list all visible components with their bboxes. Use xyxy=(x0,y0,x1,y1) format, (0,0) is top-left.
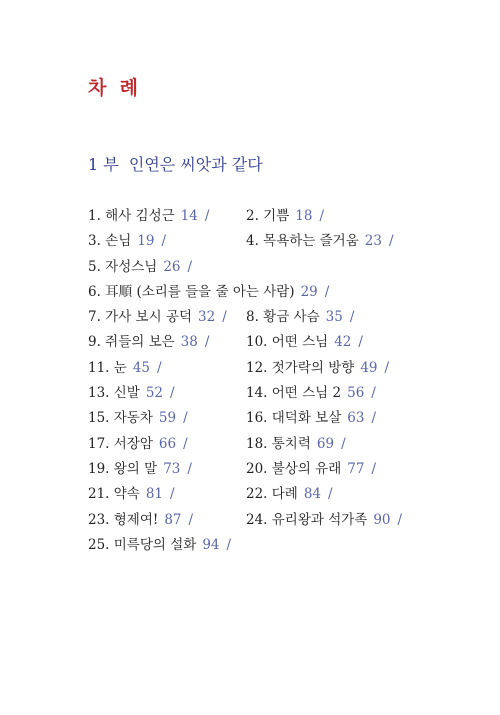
toc-entry[interactable] xyxy=(88,406,188,426)
toc-entry[interactable] xyxy=(246,305,354,325)
toc-entry-separator: / xyxy=(170,486,175,503)
toc-entry-page-number: 77 xyxy=(347,460,365,477)
toc-row xyxy=(88,229,468,254)
toc-row xyxy=(88,381,468,406)
toc-entry[interactable] xyxy=(88,432,188,452)
toc-entry[interactable] xyxy=(246,406,376,426)
toc-entry-separator: / xyxy=(183,435,188,452)
toc-entry-title: 13. 신발 xyxy=(88,385,140,402)
toc-entry-page-number: 14 xyxy=(180,208,198,224)
toc-entry-title: 12. 젓가락의 방향 xyxy=(246,359,355,376)
toc-entry-page-number: 26 xyxy=(163,258,181,275)
toc-entry-title: 17. 서장암 xyxy=(88,435,153,452)
toc-entry-separator: / xyxy=(204,208,210,224)
toc-row xyxy=(88,457,468,482)
toc-entry-separator: / xyxy=(319,208,325,224)
toc-entry-title: 7. 가사 보시 공덕 xyxy=(88,309,192,326)
toc-entry[interactable] xyxy=(246,432,346,452)
toc-entry[interactable] xyxy=(88,280,329,300)
toc-entry-title: 6. 耳順 (소리를 들을 줄 아는 사람) xyxy=(88,283,295,300)
toc-entry-page-number: 52 xyxy=(145,385,164,402)
toc-entry-title: 8. 황금 사슴 xyxy=(246,309,320,326)
toc-entry[interactable] xyxy=(246,204,324,224)
toc-entry-title: 23. 형제여! xyxy=(88,511,159,528)
toc-entry-page-number: 35 xyxy=(325,309,343,326)
toc-entry-title: 9. 쥐들의 보은 xyxy=(88,334,175,351)
toc-entry-separator: / xyxy=(341,435,346,452)
toc-entry-page-number: 94 xyxy=(202,536,220,553)
toc-entry-separator: / xyxy=(358,334,363,351)
toc-entry-page-number: 59 xyxy=(158,410,177,427)
toc-entry-page-number: 81 xyxy=(145,486,164,503)
toc-entry[interactable] xyxy=(88,482,175,502)
toc-entry-page-number: 32 xyxy=(198,309,216,326)
toc-entry-page-number: 56 xyxy=(347,385,365,402)
toc-entry[interactable] xyxy=(246,229,394,249)
toc-entry-page-number: 90 xyxy=(373,511,391,528)
toc-entry-separator: / xyxy=(388,233,394,250)
toc-entry-separator: / xyxy=(204,334,210,351)
toc-entry-page-number: 87 xyxy=(164,511,182,528)
toc-row xyxy=(88,508,468,533)
toc-entry[interactable] xyxy=(88,305,227,325)
toc-entry-page-number: 69 xyxy=(316,435,335,452)
toc-entry[interactable] xyxy=(88,508,193,528)
toc-entry-separator: / xyxy=(222,309,227,326)
toc-entry-title: 2. 기쁨 xyxy=(246,208,290,224)
toc-entry[interactable] xyxy=(88,229,166,249)
toc-entry[interactable] xyxy=(88,204,209,224)
toc-entry[interactable] xyxy=(246,457,376,477)
toc-entry-page-number: 84 xyxy=(303,486,322,503)
toc-entry-page-number: 38 xyxy=(180,334,198,351)
toc-entry-separator: / xyxy=(384,359,390,376)
toc-entry-separator: / xyxy=(371,460,377,477)
toc-entry-separator: / xyxy=(371,410,377,427)
part-title: 1 부 인연은 씨앗과 같다 xyxy=(88,155,263,174)
toc-entry-separator: / xyxy=(187,460,192,477)
toc-row xyxy=(88,482,468,507)
toc-entry-separator: / xyxy=(170,385,175,402)
toc-row xyxy=(88,204,468,229)
toc-entry[interactable] xyxy=(88,381,175,401)
toc-entry-page-number: 42 xyxy=(334,334,352,351)
toc-entry-page-number: 66 xyxy=(158,435,177,452)
toc-entry-separator: / xyxy=(349,309,355,326)
toc-entry-separator: / xyxy=(328,486,333,503)
toc-entry[interactable] xyxy=(246,330,363,350)
toc-entry-separator: / xyxy=(226,536,232,553)
toc-row xyxy=(88,533,468,558)
toc-entry-title: 1. 해사 김성근 xyxy=(88,208,175,224)
toc-row xyxy=(88,330,468,355)
toc-row xyxy=(88,432,468,457)
toc-entry-title: 16. 대덕화 보살 xyxy=(246,410,342,427)
toc-entry-page-number: 63 xyxy=(347,410,365,427)
toc-entry-title: 21. 약속 xyxy=(88,486,140,503)
toc-entry-title: 22. 다례 xyxy=(246,486,298,503)
toc-row xyxy=(88,255,468,280)
toc-row xyxy=(88,356,468,381)
toc-entry-title: 25. 미륵당의 설화 xyxy=(88,536,197,553)
toc-entry-separator: / xyxy=(187,258,193,275)
toc-entry-separator: / xyxy=(161,233,167,250)
toc-entry-page-number: 45 xyxy=(132,359,150,376)
contents-heading: 차 례 xyxy=(88,77,138,99)
toc-entry-page-number: 19 xyxy=(137,233,155,250)
toc-entry-title: 15. 자동차 xyxy=(88,410,153,427)
toc-entry-page-number: 23 xyxy=(364,233,382,250)
toc-entry[interactable] xyxy=(88,457,192,477)
toc-entry[interactable] xyxy=(88,356,162,376)
toc-entry-title: 24. 유리왕과 석가족 xyxy=(246,511,368,528)
toc-entry-separator: / xyxy=(157,359,162,376)
toc-entry-title: 20. 불상의 유래 xyxy=(246,460,342,477)
toc-row xyxy=(88,406,468,431)
toc-entry[interactable] xyxy=(246,356,389,376)
toc-entry[interactable] xyxy=(246,381,376,401)
toc-entry-separator: / xyxy=(397,511,403,528)
toc-entry-title: 4. 목욕하는 즐거움 xyxy=(246,233,359,250)
toc-entry-separator: / xyxy=(188,511,194,528)
toc-entry-page-number: 18 xyxy=(295,208,313,224)
toc-entry[interactable] xyxy=(246,482,333,502)
toc-entry-title: 19. 왕의 말 xyxy=(88,460,158,477)
table-of-contents xyxy=(88,204,468,558)
toc-entry-title: 18. 통치력 xyxy=(246,435,311,452)
toc-entry-page-number: 49 xyxy=(360,359,378,376)
toc-row xyxy=(88,280,468,305)
toc-entry-title: 5. 자성스님 xyxy=(88,258,158,275)
toc-entry-title: 10. 어떤 스님 xyxy=(246,334,329,351)
toc-entry-separator: / xyxy=(324,283,330,300)
toc-entry[interactable] xyxy=(88,533,231,553)
toc-entry-page-number: 73 xyxy=(163,460,181,477)
toc-entry[interactable] xyxy=(246,508,402,528)
toc-entry[interactable] xyxy=(88,330,209,350)
toc-entry-title: 3. 손님 xyxy=(88,233,132,250)
toc-entry-title: 11. 눈 xyxy=(88,359,127,376)
toc-entry-separator: / xyxy=(183,410,188,427)
toc-entry-separator: / xyxy=(371,385,376,402)
toc-entry-page-number: 29 xyxy=(300,283,318,300)
toc-row xyxy=(88,305,468,330)
toc-entry-title: 14. 어떤 스님 2 xyxy=(246,385,342,402)
toc-entry[interactable] xyxy=(88,255,192,275)
